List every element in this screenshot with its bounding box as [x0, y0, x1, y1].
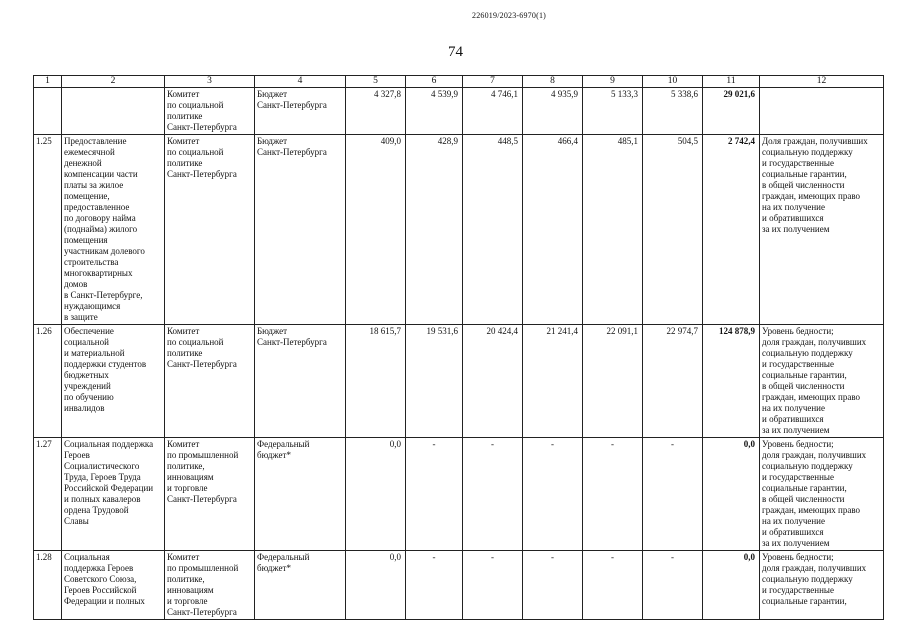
- year-value: -: [583, 551, 643, 620]
- row-number: 1.27: [34, 438, 62, 551]
- indicator: Уровень бедности; доля граждан, получивших социальную поддержку и государственные социальные гарантии, в общей численности граждан, имеющих право на их получение и обратившихся за их получением: [760, 325, 884, 438]
- column-header: 1: [34, 76, 62, 88]
- year-value: 5 338,6: [643, 88, 703, 135]
- page-number: 74: [448, 44, 463, 60]
- year-value: 20 424,4: [463, 325, 523, 438]
- funding-source: Бюджет Санкт-Петербурга: [255, 88, 346, 135]
- year-value: 21 241,4: [523, 325, 583, 438]
- total-value: 0,0: [703, 438, 760, 551]
- measure-name: Предоставление ежемесячной денежной компенсации части платы за жилое помещение, предоставленное по договору найма (поднайма) жилого помещения участникам долевого строительства многоквартирных домов в Санкт-Петербурге, нуждающимся в защите: [62, 135, 165, 325]
- measure-name: Социальная поддержка Героев Социалистического Труда, Героев Труда Российской Федерации и полных кавалеров ордена Трудовой Славы: [62, 438, 165, 551]
- indicator: Уровень бедности; доля граждан, получивших социальную поддержку и государственные социальные гарантии, в общей численности граждан, имеющих право на их получение и обратившихся за их получением: [760, 438, 884, 551]
- executor: Комитет по социальной политике Санкт-Петербурга: [165, 135, 255, 325]
- total-value: 0,0: [703, 551, 760, 620]
- table-row: [34, 88, 884, 135]
- table-row: [34, 551, 884, 620]
- total-value: 2 742,4: [703, 135, 760, 325]
- year-value: -: [643, 438, 703, 551]
- year-value: -: [523, 438, 583, 551]
- year-value: 4 746,1: [463, 88, 523, 135]
- year-value: 18 615,7: [346, 325, 406, 438]
- year-value: 0,0: [346, 551, 406, 620]
- funding-source: Бюджет Санкт-Петербурга: [255, 325, 346, 438]
- table-row: [34, 135, 884, 325]
- year-value: 485,1: [583, 135, 643, 325]
- column-header: 7: [463, 76, 523, 88]
- program-table: [33, 75, 884, 620]
- column-header: 2: [62, 76, 165, 88]
- indicator: [760, 88, 884, 135]
- executor: Комитет по промышленной политике, инновациям и торговле Санкт-Петербурга: [165, 551, 255, 620]
- document-id: 226019/2023-6970(1): [472, 11, 547, 20]
- year-value: 0,0: [346, 438, 406, 551]
- column-header: 4: [255, 76, 346, 88]
- year-value: 409,0: [346, 135, 406, 325]
- year-value: 22 974,7: [643, 325, 703, 438]
- year-value: 448,5: [463, 135, 523, 325]
- table-header-row: [34, 76, 884, 88]
- year-value: -: [583, 438, 643, 551]
- funding-source: Бюджет Санкт-Петербурга: [255, 135, 346, 325]
- column-header: 12: [760, 76, 884, 88]
- indicator: Доля граждан, получивших социальную поддержку и государственные социальные гарантии, в общей численности граждан, имеющих право на их получение и обратившихся за их получением: [760, 135, 884, 325]
- measure-name: Социальная поддержка Героев Советского Союза, Героев Российской Федерации и полных: [62, 551, 165, 620]
- year-value: -: [406, 551, 463, 620]
- column-header: 8: [523, 76, 583, 88]
- funding-source: Федеральный бюджет*: [255, 551, 346, 620]
- year-value: 504,5: [643, 135, 703, 325]
- measure-name: [62, 88, 165, 135]
- year-value: -: [523, 551, 583, 620]
- column-header: 5: [346, 76, 406, 88]
- column-header: 6: [406, 76, 463, 88]
- table-row: [34, 325, 884, 438]
- column-header: 10: [643, 76, 703, 88]
- funding-source: Федеральный бюджет*: [255, 438, 346, 551]
- year-value: -: [406, 438, 463, 551]
- year-value: 19 531,6: [406, 325, 463, 438]
- year-value: -: [643, 551, 703, 620]
- row-number: [34, 88, 62, 135]
- row-number: 1.28: [34, 551, 62, 620]
- year-value: 22 091,1: [583, 325, 643, 438]
- column-header: 3: [165, 76, 255, 88]
- year-value: 4 539,9: [406, 88, 463, 135]
- row-number: 1.25: [34, 135, 62, 325]
- year-value: 4 935,9: [523, 88, 583, 135]
- total-value: 29 021,6: [703, 88, 760, 135]
- total-value: 124 878,9: [703, 325, 760, 438]
- year-value: 428,9: [406, 135, 463, 325]
- column-header: 11: [703, 76, 760, 88]
- year-value: -: [463, 551, 523, 620]
- executor: Комитет по промышленной политике, инновациям и торговле Санкт-Петербурга: [165, 438, 255, 551]
- indicator: Уровень бедности; доля граждан, получивших социальную поддержку и государственные социальные гарантии,: [760, 551, 884, 620]
- row-number: 1.26: [34, 325, 62, 438]
- year-value: 466,4: [523, 135, 583, 325]
- year-value: 4 327,8: [346, 88, 406, 135]
- measure-name: Обеспечение социальной и материальной поддержки студентов бюджетных учреждений по обучению инвалидов: [62, 325, 165, 438]
- table-row: [34, 438, 884, 551]
- executor: Комитет по социальной политике Санкт-Петербурга: [165, 325, 255, 438]
- executor: Комитет по социальной политике Санкт-Петербурга: [165, 88, 255, 135]
- column-header: 9: [583, 76, 643, 88]
- year-value: 5 133,3: [583, 88, 643, 135]
- year-value: -: [463, 438, 523, 551]
